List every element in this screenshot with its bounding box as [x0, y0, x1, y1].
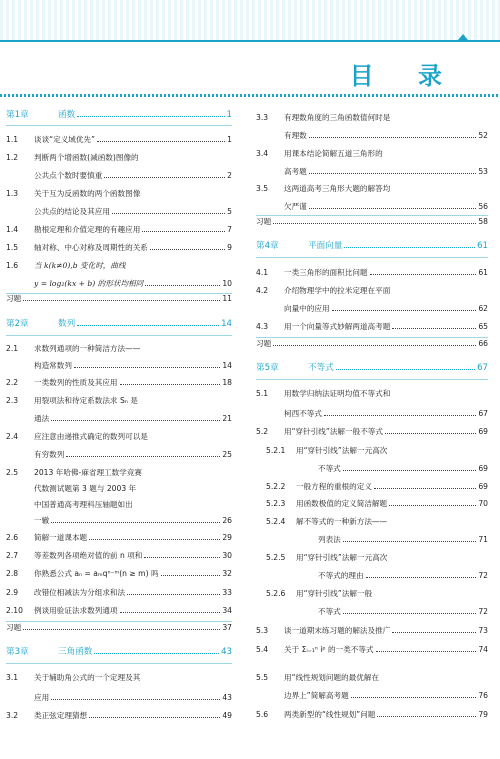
- entry-title: 用“线性规划问题的最优解在: [284, 673, 380, 682]
- entry-page: 26: [222, 516, 232, 525]
- entry-title-cont: 通法: [34, 414, 50, 423]
- toc-left-column: [6, 105, 232, 755]
- header-line: [0, 40, 500, 42]
- entry-title: 改错位相减法为分组求和法: [34, 588, 126, 597]
- entry-title: 关于互为反函数的两个函数图像: [34, 189, 141, 198]
- entry-number: 3.5: [256, 184, 269, 193]
- entry-number: 5.6: [256, 710, 269, 719]
- entry-number: 5.2.1: [266, 446, 286, 455]
- leader-dots: [336, 369, 475, 370]
- entry-title: 用课本结论简解五道三角形的: [284, 149, 383, 158]
- entry-title-cont: 公共点个数时要慎重: [34, 171, 103, 180]
- entry-number: 5.2.2: [266, 482, 286, 491]
- entry-title-cont: 不等式: [318, 464, 341, 473]
- entry-title: 用裂项法和待定系数法求 Sₙ 是: [34, 396, 138, 405]
- exercise-entry[interactable]: [256, 338, 488, 350]
- entry-title-cont: 一辙: [34, 516, 50, 525]
- exercise-entry[interactable]: [256, 216, 488, 228]
- entry-number: 3.3: [256, 113, 269, 122]
- entry-number: 2.7: [6, 551, 19, 560]
- entry-title: 用“穿针引线”法解一元高次: [296, 553, 388, 562]
- divider: [6, 335, 232, 336]
- entry-title: 一类数列的性质及其应用: [34, 378, 118, 387]
- entry-number: 2.4: [6, 432, 19, 441]
- entry-title: 判断两个增函数(减函数)图像的: [34, 153, 139, 162]
- chapter-page: 1: [226, 110, 232, 120]
- entry-number: 1.2: [6, 153, 19, 162]
- entry-page: 79: [478, 710, 488, 719]
- entry-title-cont: 边界上”简解高考题: [284, 691, 349, 700]
- entry-title-cont: 构造常数列: [34, 361, 72, 370]
- entry-page: 1: [227, 135, 232, 144]
- entry-title-cont: 公共点的结论及其应用: [34, 207, 110, 216]
- exercise-label: 习题: [256, 339, 272, 348]
- entry-number: 4.2: [256, 286, 269, 295]
- entry-page: 73: [478, 626, 488, 635]
- exercise-entry[interactable]: [6, 293, 232, 305]
- entry-page: 61: [478, 268, 488, 277]
- chapter-number: 第5章: [256, 363, 279, 373]
- leader-dots: [77, 116, 224, 117]
- entry-title: 轴对称、中心对称及周期性的关系: [34, 243, 148, 252]
- leader-dots: [77, 325, 219, 326]
- chapter-title: 函数: [58, 110, 76, 120]
- entry-title: 当 k(k≠0),b 变化时，曲线: [34, 261, 126, 270]
- entry-number: 2.2: [6, 378, 19, 387]
- entry-page: 69: [478, 427, 488, 436]
- entry-page: 9: [227, 243, 232, 252]
- chapter-title: 不等式: [308, 363, 334, 373]
- exercise-page: 11: [222, 294, 232, 303]
- leader-dots: [94, 653, 219, 654]
- entry-number: 5.2.6: [266, 589, 286, 598]
- entry-number: 2.5: [6, 468, 19, 477]
- entry-number: 1.1: [6, 135, 19, 144]
- exercise-label: 习题: [256, 217, 272, 226]
- chapter-number: 第2章: [6, 319, 29, 329]
- entry-title-cont: y = log₂(kx + b) 的形状均相同: [34, 279, 144, 288]
- entry-page: 71: [478, 535, 488, 544]
- chapter-4-heading[interactable]: [256, 239, 488, 253]
- entry-number: 1.6: [6, 261, 19, 270]
- chapter-title: 平面向量: [308, 241, 343, 251]
- entry-number: 4.1: [256, 268, 269, 277]
- chapter-number: 第1章: [6, 110, 29, 120]
- entry-number: 5.5: [256, 673, 269, 682]
- chapter-title: 数列: [58, 319, 76, 329]
- entry-page: 2: [227, 171, 232, 180]
- entry-title: 解不等式的一种新方法——: [296, 517, 388, 526]
- entry-title-cont: 柯西不等式: [284, 409, 322, 418]
- entry-number: 5.1: [256, 389, 269, 398]
- entry-title-cont: 中国普通高考理科压轴题如出: [34, 500, 133, 509]
- entry-number: 1.4: [6, 225, 19, 234]
- entry-number: 2.1: [6, 344, 19, 353]
- entry-number: 2.3: [6, 396, 19, 405]
- entry-number: 2.10: [6, 606, 23, 615]
- header-band: [0, 0, 500, 40]
- chapter-3-heading[interactable]: [6, 645, 232, 659]
- entry-page: 25: [222, 450, 232, 459]
- entry-title-cont: 不等式的理由: [318, 571, 364, 580]
- entry-page: 43: [222, 693, 232, 702]
- chapter-page: 43: [221, 647, 232, 657]
- entry-title: 一类三角形的面积比问题: [284, 268, 368, 277]
- chapter-page: 67: [477, 363, 488, 373]
- entry-title: 例谈用验证法求数列通项: [34, 606, 118, 615]
- leader-dots: [344, 247, 475, 248]
- divider: [256, 257, 488, 258]
- entry-title: 用函数极值的定义简洁解题: [296, 499, 388, 508]
- exercise-label: 习题: [6, 294, 22, 303]
- entry-title: 用“穿针引线”法解一元高次: [296, 446, 388, 455]
- entry-page: 49: [222, 711, 232, 720]
- entry-title: 2013 年哈佛-麻省理工数学竞赛: [34, 468, 143, 477]
- entry-page: 5: [227, 207, 232, 216]
- entry-page: 18: [222, 378, 232, 387]
- entry-number: 2.8: [6, 569, 19, 578]
- entry-page: 10: [222, 279, 232, 288]
- entry-title: 等差数列各项绝对值的前 n 项和: [34, 551, 143, 560]
- exercise-page: 37: [222, 623, 232, 632]
- exercise-page: 66: [478, 339, 488, 348]
- entry-page: 69: [478, 464, 488, 473]
- entry-number: 5.2.5: [266, 553, 286, 562]
- chapter-page: 14: [221, 319, 232, 329]
- entry-number: 5.2: [256, 427, 269, 436]
- entry-title-cont: 向量中的应用: [284, 304, 330, 313]
- entry-page: 34: [222, 606, 232, 615]
- entry-number: 3.1: [6, 673, 19, 682]
- entry-title: 有理数角度的三角函数值何时是: [284, 113, 391, 122]
- entry-page: 21: [222, 414, 232, 423]
- entry-page: 30: [222, 551, 232, 560]
- entry-title-cont: 应用: [34, 693, 50, 702]
- entry-page: 53: [478, 167, 488, 176]
- entry-title: 简解一道课本题: [34, 533, 88, 542]
- toc-right-column: [256, 105, 488, 755]
- entry-number: 3.4: [256, 149, 269, 158]
- entry-page: 76: [478, 691, 488, 700]
- entry-title: 应注意由递推式确定的数列可以是: [34, 432, 148, 441]
- entry-title-cont: 高考题: [284, 167, 307, 176]
- entry-page: 67: [478, 409, 488, 418]
- entry-number: 5.3: [256, 626, 269, 635]
- entry-title-cont: 不等式: [318, 607, 341, 616]
- entry-title: 介绍物理学中的拉米定理在平面: [284, 286, 391, 295]
- exercise-entry[interactable]: [6, 622, 232, 634]
- entry-title: 这两道高考三角形大题的解答均: [284, 184, 391, 193]
- entry-title: 两类新型的“线性规划”问题: [284, 710, 376, 719]
- entry-number: 5.2.4: [266, 517, 286, 526]
- entry-page: 7: [227, 225, 232, 234]
- entry-title: 用一个向量等式妙解两道高考题: [284, 322, 391, 331]
- divider: [6, 663, 232, 664]
- entry-page: 72: [478, 607, 488, 616]
- entry-title-cont: 列表法: [318, 535, 341, 544]
- entry-number: 5.4: [256, 645, 269, 654]
- divider: [256, 379, 488, 380]
- entry-title-cont: 欠严谨: [284, 202, 307, 211]
- entry-title: 关于 Σᵢ₌₁ⁿ iᵖ 的一类不等式: [284, 645, 374, 654]
- entry-title: 一般方程的重根的定义: [296, 482, 372, 491]
- entry-title-cont: 有理数: [284, 131, 307, 140]
- entry-page: 70: [478, 499, 488, 508]
- entry-number: 2.9: [6, 588, 19, 597]
- chapter-5-heading[interactable]: [256, 361, 488, 375]
- entry-page: 74: [478, 645, 488, 654]
- entry-title: 勘根定理和介值定理的有趣应用: [34, 225, 141, 234]
- chapter-1-heading[interactable]: [6, 108, 232, 122]
- entry-title: 你熟悉公式 aₙ = aₘqⁿ⁻ᵐ(n ≥ m) 吗: [34, 569, 159, 578]
- entry-title: 类正弦定理猜想: [34, 711, 88, 720]
- entry-page: 33: [222, 588, 232, 597]
- entry-number: 3.2: [6, 711, 19, 720]
- entry-page: 65: [478, 322, 488, 331]
- chapter-page: 61: [477, 241, 488, 251]
- entry-page: 72: [478, 571, 488, 580]
- entry-number: 4.3: [256, 322, 269, 331]
- chapter-2-heading[interactable]: [6, 317, 232, 331]
- entry-title-cont: 代数测试题第 3 题与 2003 年: [34, 484, 137, 493]
- entry-page: 69: [478, 482, 488, 491]
- entry-number: 1.5: [6, 243, 19, 252]
- divider: [6, 125, 232, 126]
- entry-title: 用数学归纳法证明均值不等式和: [284, 389, 391, 398]
- chapter-title: 三角函数: [58, 647, 93, 657]
- entry-number: 2.6: [6, 533, 19, 542]
- entry-page: 56: [478, 202, 488, 211]
- entry-number: 5.2.3: [266, 499, 286, 508]
- exercise-label: 习题: [6, 623, 22, 632]
- entry-title: 用“穿针引线”法解一般不等式: [284, 427, 383, 436]
- entry-title-cont: 有穷数列: [34, 450, 65, 459]
- entry-page: 52: [478, 131, 488, 140]
- entry-page: 32: [222, 569, 232, 578]
- title-rule: [0, 94, 500, 97]
- entry-page: 29: [222, 533, 232, 542]
- chapter-number: 第4章: [256, 241, 279, 251]
- entry-title: 谈谈“定义域优先”: [34, 135, 96, 144]
- triangle-marker-icon: [458, 34, 468, 40]
- entry-title: 关于辅助角公式的一个定理及其: [34, 673, 141, 682]
- entry-title: 求数列通项的一种简洁方法——: [34, 344, 141, 353]
- entry-title: 谈一道期末练习题的解法及推广: [284, 626, 391, 635]
- entry-page: 14: [222, 361, 232, 370]
- entry-title: 用“穿针引线”法解一般: [296, 589, 373, 598]
- exercise-page: 58: [478, 217, 488, 226]
- entry-number: 1.3: [6, 189, 19, 198]
- page-title: 目 录: [349, 62, 460, 90]
- entry-page: 62: [478, 304, 488, 313]
- chapter-number: 第3章: [6, 647, 29, 657]
